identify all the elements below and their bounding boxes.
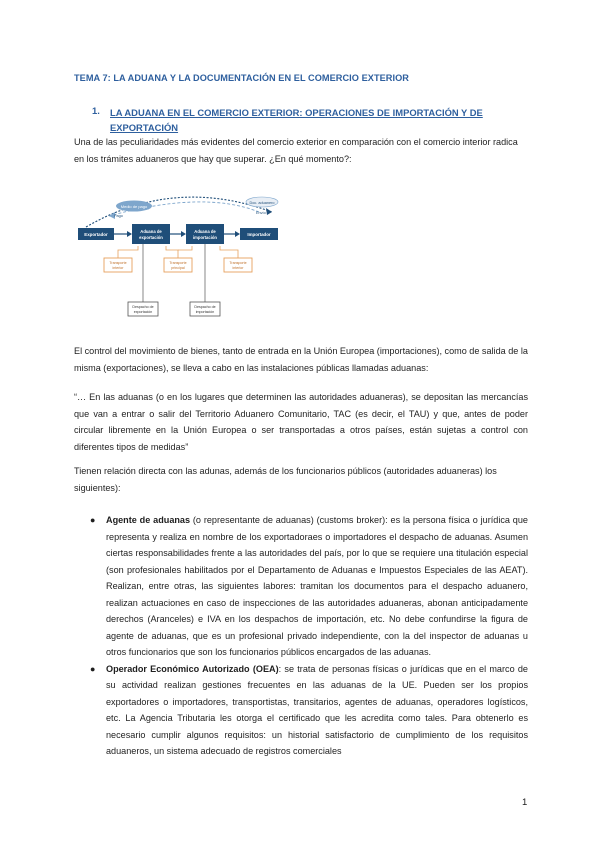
- importer-label: Importador: [247, 232, 271, 237]
- customs-doc-label: Doc. aduanero: [249, 201, 275, 205]
- transport-connectors: [118, 246, 238, 258]
- participants-list: [90, 512, 528, 760]
- import-customs-label-1: Aduana de: [194, 229, 216, 234]
- section-title: LA ADUANA EN EL COMERCIO EXTERIOR: OPERACIONES DE IMPORTACIÓN Y DE EXPORTACIÓN: [110, 107, 483, 133]
- intro-paragraph: Una de las peculiaridades más evidentes del comercio exterior en comparación con el comercio interior radica en los trámites aduaneros que hay que superar. ¿En qué momento?:: [74, 137, 518, 164]
- payment-method-label: Medio de pago: [120, 204, 148, 209]
- exporter-label: Exportador: [84, 232, 108, 237]
- transport-2-label-b: principal: [171, 266, 185, 270]
- export-clearance-label-a: Despacho de: [132, 305, 154, 309]
- transport-3-label-a: Transporte: [229, 261, 247, 265]
- list-item: [90, 512, 528, 661]
- diagram-svg: [74, 184, 286, 322]
- import-customs-box: [186, 224, 224, 244]
- export-clearance-label-b: exportación: [133, 310, 153, 314]
- export-customs-label-1: Aduana de: [140, 229, 162, 234]
- page-number: 1: [522, 797, 528, 808]
- clearance-connectors: [143, 244, 205, 302]
- payment-label: Pago: [114, 214, 123, 218]
- import-clearance-label-a: Despacho de: [194, 305, 216, 309]
- transport-2-label-a: Transporte: [169, 261, 187, 265]
- shipment-label: Envío: [256, 211, 266, 215]
- import-customs-label-2: importación: [193, 235, 217, 240]
- list-item: [90, 661, 528, 760]
- export-customs-box: [132, 224, 170, 244]
- bullet-icon: ●: [90, 663, 96, 674]
- control-paragraph: El control del movimiento de bienes, tanto de entrada en la Unión Europea (importaciones), como de salida de la misma (exportaciones), se lleva a cabo en las instalaciones públicas llamadas aduanas:: [74, 346, 528, 373]
- document-title: TEMA 7: LA ADUANA Y LA DOCUMENTACIÓN EN EL COMERCIO EXTERIOR: [74, 73, 409, 83]
- quote-paragraph: “… En las aduanas (o en los lugares que determinen las autoridades aduaneras), se depositan las mercancías que van a entrar o salir del Territorio Aduanero Comunitario, TAC (es decir, el TAU) y que, antes de poder circular libremente en la Unión Europea o ser transportadas a otros países, están sujetas a control con diferentes tipos de medidas”: [74, 392, 528, 452]
- transport-1-label-a: Transporte: [109, 261, 127, 265]
- dotted-flow-arrow: [86, 197, 272, 227]
- arrowhead-icon: [266, 208, 272, 215]
- bullet-term: Operador Económico Autorizado (OEA): [106, 663, 279, 674]
- bullet-icon: ●: [90, 515, 96, 525]
- bullet-text: : se trata de personas físicas o jurídicas que en el marco de su actividad realizan gestiones frecuentes en las aduanas de la UE. Pueden ser los propios exportadores o importadores, transportistas, transitarios, agentes de aduanas, operadores logísticos, etc. La Agencia Tributaria les otorga el certificado que les acredita como tales. Para obtenerlo es necesario cumplir algunos requisitos: un historial satisfactorio de cumplimiento de los requisitos aduaneros, un sistema adecuado de registros comerciales: [106, 663, 528, 756]
- transport-1-label-b: interior: [112, 266, 124, 270]
- transport-3-label-b: interior: [232, 266, 244, 270]
- section-number: 1.: [92, 105, 100, 116]
- customs-flow-diagram: [74, 184, 286, 322]
- bullet-text: (o representante de aduanas) (customs broker): es la persona física o jurídica que representa y realiza en nombre de los exportadoraes o importadores el despacho de aduanas. Asumen ciertas responsabilidades frente a las autoridades del país, por lo que se requiere una titulación especial (son profesionales habilitados por el Departamento de Aduanas e Impuestos Especiales de las AEAT). Realizan, entre otras, las siguientes labores: tramitan los documentos para el despacho aduanero, realizan actuaciones en caso de inspecciones de las autoridades aduaneras, abonan anticipadamente derechos (Aranceles) e IVA en los despachos de importación, etc. No debe confundirse la figura de agente de aduanas, que es un profesional privado independiente, con la del inspector de aduanas u otros funcionarios que son los funcionarios públicos encargados de las aduanas.: [106, 515, 528, 657]
- bullet-term: Agente de aduanas: [106, 515, 191, 525]
- relation-paragraph: Tienen relación directa con las adunas, además de los funcionarios públicos (autoridades aduaneras) los siguientes):: [74, 466, 497, 493]
- export-customs-label-2: exportación: [139, 235, 163, 240]
- import-clearance-label-b: importación: [195, 310, 215, 314]
